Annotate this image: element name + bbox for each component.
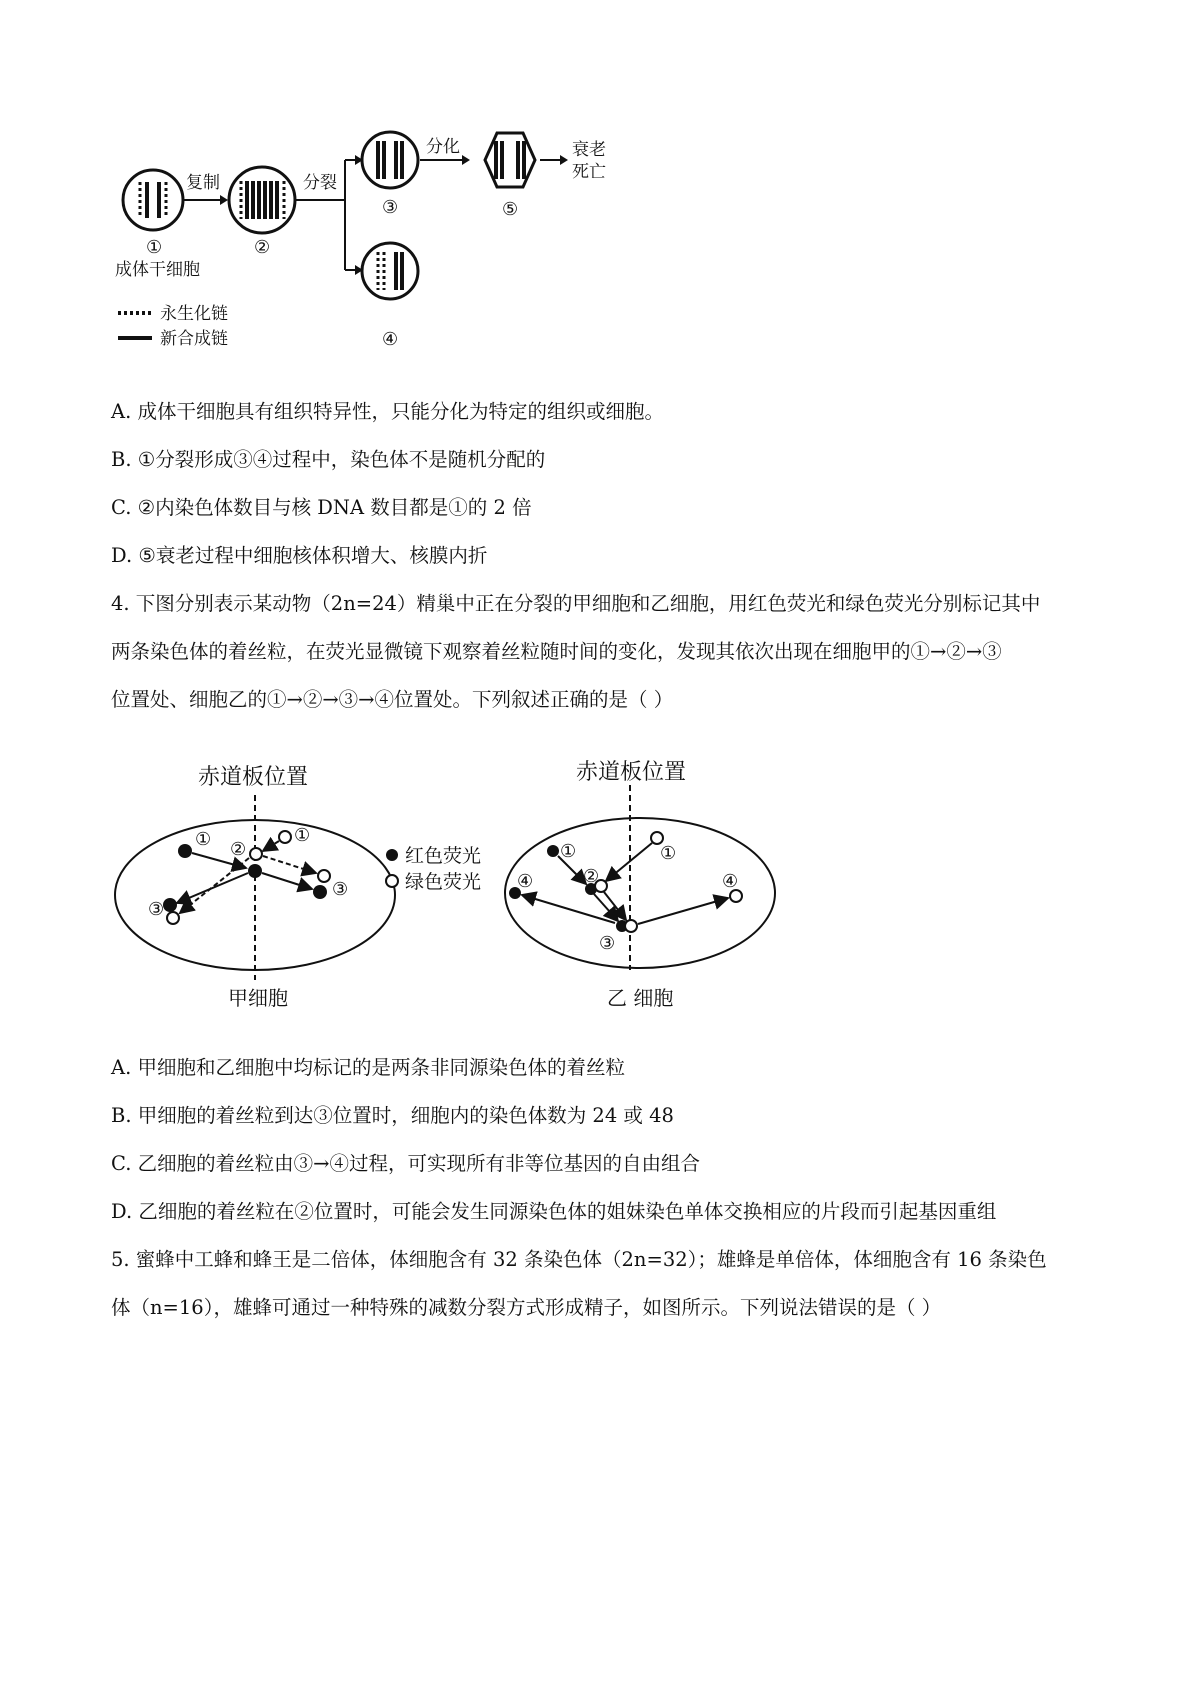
cell-5 <box>485 133 535 187</box>
marker-1: ① <box>660 843 677 864</box>
cell-a-label: 甲细胞 <box>228 986 288 1010</box>
plate-label-b: 赤道板位置 <box>576 760 687 785</box>
legend-red-dot <box>386 849 398 861</box>
marker-4: ④ <box>722 871 739 892</box>
marker-1: ① <box>560 841 577 862</box>
copy-label: 复制 <box>186 173 220 193</box>
marker-1: ① <box>294 825 311 846</box>
marker-2: ② <box>230 839 247 860</box>
differentiate-label: 分化 <box>426 137 460 157</box>
legend-green-dot <box>386 875 398 887</box>
legend-dotted: 永生化链 <box>160 304 228 324</box>
cell-1 <box>123 170 183 230</box>
marker-3: ③ <box>599 933 616 954</box>
q4-option-d: D. 乙细胞的着丝粒在②位置时，可能会发生同源染色体的姐妹染色单体交换相应的片段而引起基因重组 <box>111 1200 997 1223</box>
q3-option-d: D. ⑤衰老过程中细胞核体积增大、核膜内折 <box>111 544 488 567</box>
green-dot <box>625 920 637 932</box>
cell-1-label: ① <box>146 237 163 258</box>
q4-option-a: A. 甲细胞和乙细胞中均标记的是两条非同源染色体的着丝粒 <box>111 1056 625 1079</box>
cell-b <box>505 760 775 1010</box>
red-dot <box>547 845 559 857</box>
q5-line-2: 体（n=16），雄蜂可通过一种特殊的减数分裂方式形成精子，如图所示。下列说法错误的是（ ） <box>111 1296 942 1319</box>
red-dot <box>178 844 192 858</box>
marker-3: ③ <box>148 899 165 920</box>
marker-1: ① <box>195 829 212 850</box>
green-dot <box>167 912 179 924</box>
q3-option-a: A. 成体干细胞具有组织特异性，只能分化为特定的组织或细胞。 <box>111 400 664 423</box>
cell-a <box>115 765 395 1010</box>
green-dot <box>250 848 262 860</box>
end-label-1: 衰老 <box>572 140 606 160</box>
marker-3: ③ <box>332 879 349 900</box>
divide-label: 分裂 <box>303 173 337 193</box>
q3-option-c: C. ②内染色体数目与核 DNA 数目都是①的 2 倍 <box>111 496 532 519</box>
cell-2 <box>229 167 295 233</box>
cell-5-label: ⑤ <box>502 199 519 220</box>
q4-option-b: B. 甲细胞的着丝粒到达③位置时，细胞内的染色体数为 24 或 48 <box>111 1104 674 1127</box>
plate-label-a: 赤道板位置 <box>198 765 309 790</box>
marker-4: ④ <box>517 871 534 892</box>
legend-red: 红色荧光 <box>405 845 482 867</box>
cell-4 <box>362 243 418 299</box>
cell-b-label: 乙 细胞 <box>607 986 674 1010</box>
red-dot <box>163 898 177 912</box>
marker-2: ② <box>583 866 600 887</box>
q5-line-1: 5. 蜜蜂中工蜂和蜂王是二倍体，体细胞含有 32 条染色体（2n=32）；雄蜂是单倍体，体细胞含有 16 条染色 <box>111 1248 1047 1271</box>
centromere-diagram <box>110 755 850 1015</box>
legend-green: 绿色荧光 <box>405 871 482 893</box>
q4-option-c: C. 乙细胞的着丝粒由③→④过程，可实现所有非等位基因的自由组合 <box>111 1152 700 1175</box>
end-label-2: 死亡 <box>572 162 606 182</box>
cell-4-label: ④ <box>382 329 399 350</box>
cell-3 <box>362 132 418 188</box>
q4-line-1: 4. 下图分别表示某动物（2n=24）精巢中正在分裂的甲细胞和乙细胞，用红色荧光和绿色荧光分别标记其中 <box>111 592 1041 615</box>
cell-3-label: ③ <box>382 197 399 218</box>
legend-solid: 新合成链 <box>160 329 228 349</box>
green-dot <box>279 831 291 843</box>
red-dot <box>248 864 262 878</box>
stem-cell-label: 成体干细胞 <box>115 260 200 280</box>
stem-cell-diagram <box>110 125 630 365</box>
q4-line-3: 位置处、细胞乙的①→②→③→④位置处。下列叙述正确的是（ ） <box>111 688 674 711</box>
red-dot <box>313 885 327 899</box>
green-dot <box>318 870 330 882</box>
q4-line-2: 两条染色体的着丝粒，在荧光显微镜下观察着丝粒随时间的变化，发现其依次出现在细胞甲的①→②→③ <box>111 640 1002 663</box>
cell-2-label: ② <box>254 237 271 258</box>
q3-option-b: B. ①分裂形成③④过程中，染色体不是随机分配的 <box>111 448 546 471</box>
